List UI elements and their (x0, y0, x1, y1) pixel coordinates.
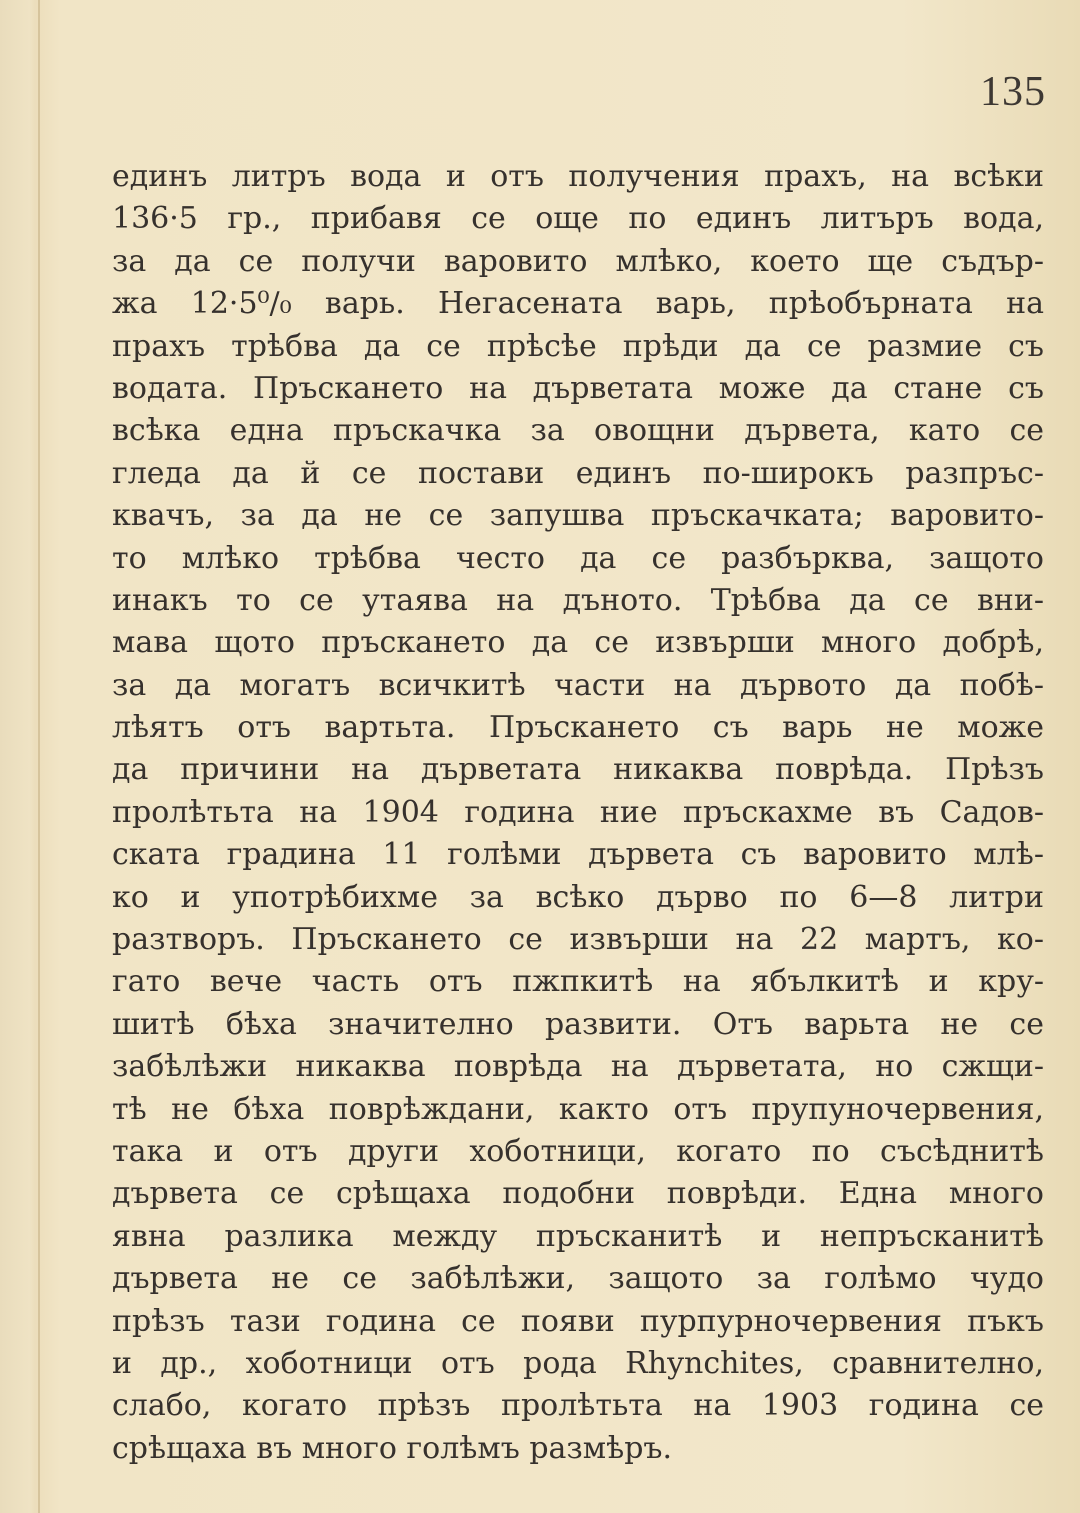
text-line: за да се получи варовито млѣко, което ще съдър- (112, 243, 1044, 279)
body-text (112, 156, 1044, 1470)
page-edge (0, 0, 36, 1513)
page-number: 135 (980, 69, 1046, 115)
text-line: мава щото пръскането да се извърши много добрѣ, (112, 625, 1044, 661)
text-line: и др., хоботници отъ рода Rhynchites, сравнително, (112, 1345, 1044, 1381)
text-line: слабо, когато прѣзъ пролѣтьта на 1903 година се (112, 1388, 1044, 1424)
text-line: то млѣко трѣбва често да се разбърква, защото (112, 540, 1044, 576)
text-line: дървета се срѣщаха подобни поврѣди. Една много (112, 1176, 1044, 1212)
text-line: жа 12·5⁰/₀ варь. Негасената варь, прѣобърната на (112, 286, 1044, 322)
text-line: 136·5 гр., прибавя се още по единъ литъръ вода, (112, 201, 1044, 237)
text-line: инакъ то се утаява на дъното. Трѣбва да се вни- (112, 582, 1044, 618)
text-line: да причини на дърветата никаква поврѣда. Прѣзъ (112, 752, 1044, 788)
text-line: за да могатъ всичкитѣ части на дървото да побѣ- (112, 667, 1044, 703)
text-line: дървета не се забѣлѣжи, защото за голѣмо чудо (112, 1261, 1044, 1297)
text-line: срѣщаха въ много голѣмъ размѣръ. (112, 1430, 673, 1466)
text-line: единъ литръ вода и отъ получения прахъ, на всѣки (112, 159, 1044, 194)
text-line: забѣлѣжи никаква поврѣда на дърветата, но сжщи- (112, 1049, 1044, 1085)
text-line: гато вече часть отъ пжпкитѣ на ябълкитѣ и кру- (112, 964, 1044, 1000)
text-line: лѣятъ отъ вартьта. Пръскането съ варь не може (112, 710, 1044, 746)
text-line: пролѣтьта на 1904 година ние пръскахме въ Садов- (112, 794, 1044, 830)
text-line: водата. Пръскането на дърветата може да стане съ (112, 370, 1044, 406)
text-line: ската градина 11 голѣми дървета съ варовито млѣ- (112, 837, 1044, 873)
text-line: гледа да й се постави единъ по-широкъ разпръс- (112, 455, 1044, 491)
text-line: разтворъ. Пръскането се извърши на 22 мартъ, ко- (112, 922, 1044, 958)
text-line: тѣ не бѣха поврѣждани, както отъ прупуночервения, (112, 1091, 1044, 1127)
text-line: ко и употрѣбихме за всѣко дърво по 6—8 литри (112, 879, 1044, 915)
text-line: прѣзъ тази година се появи пурпурночервения пъкъ (112, 1303, 1044, 1339)
text-line: прахъ трѣбва да се прѣсѣе прѣди да се размие съ (112, 328, 1044, 364)
text-line: явна разлика между пръсканитѣ и непръсканитѣ (112, 1218, 1044, 1254)
page-gutter-line (38, 0, 40, 1513)
text-line: така и отъ други хоботници, когато по съсѣднитѣ (112, 1133, 1044, 1169)
text-line: квачъ, за да не се запушва пръскачката; варовито- (112, 498, 1044, 534)
text-line: всѣка една пръскачка за овощни дървета, като се (112, 413, 1044, 449)
text-line: шитѣ бѣха значително развити. Отъ варьта не се (112, 1006, 1044, 1042)
